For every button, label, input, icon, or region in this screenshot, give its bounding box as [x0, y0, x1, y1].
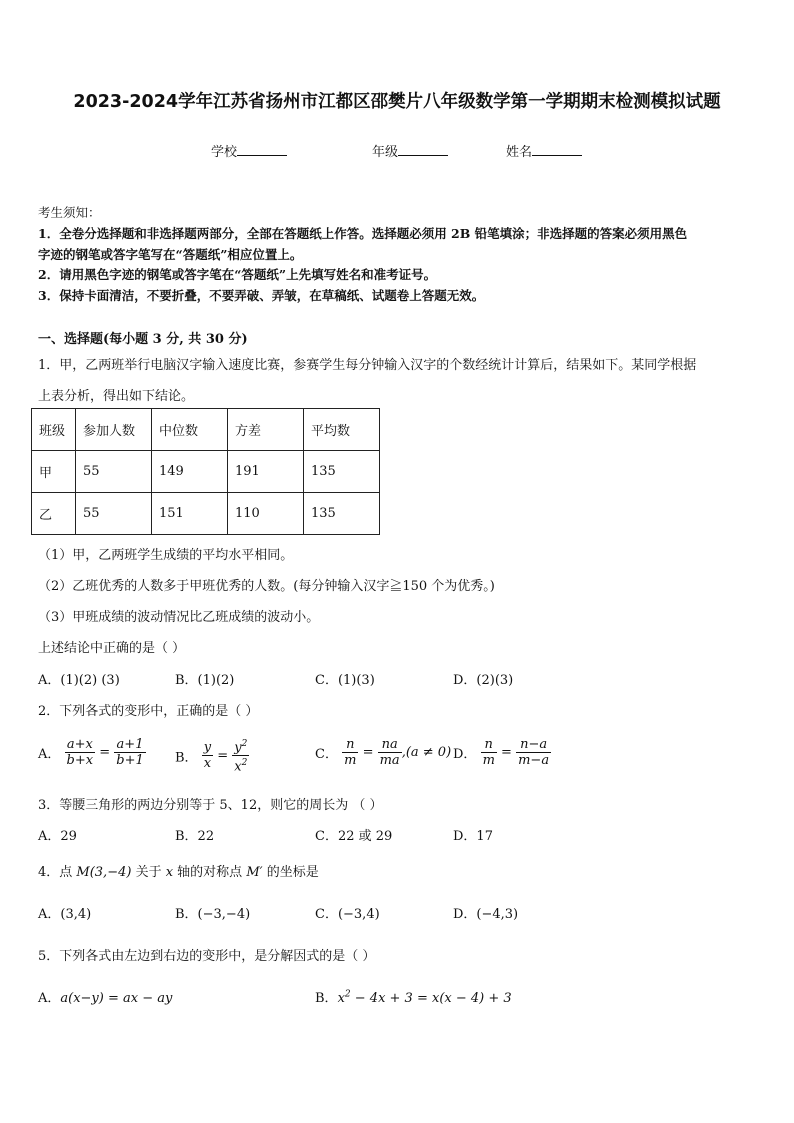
q1-stem-line-2: 上表分析，得出如下结论。 — [38, 389, 195, 404]
q4-stem-d: 的坐标是 — [262, 865, 319, 880]
numerator: n — [342, 737, 358, 753]
notice-item-2: 2．请用黑色字迹的钢笔或答字笔在“答题纸”上先填写姓名和准考证号。 — [38, 267, 437, 282]
q3-option-b[interactable]: B．22 — [175, 829, 215, 844]
q2-stem: 2．下列各式的变形中，正确的是（ ） — [38, 704, 259, 719]
table-row — [32, 451, 380, 493]
denominator: b+x — [66, 753, 94, 768]
q5-b-expression — [338, 991, 512, 1006]
q5-option-a[interactable] — [38, 987, 172, 1006]
q2-c-left-fraction — [342, 737, 358, 768]
q5-a-label: A． — [38, 991, 61, 1006]
denominator: m — [482, 753, 495, 768]
q2-b-right-fraction — [232, 737, 249, 775]
numerator: y — [203, 740, 212, 756]
q5-a-expression: a(x−y) = ax − ay — [60, 991, 173, 1006]
q1-conclusion-2: （2）乙班优秀的人数多于甲班优秀的人数。(每分钟输入汉字≧150 个为优秀。) — [38, 579, 495, 594]
exponent: 2 — [241, 758, 248, 769]
numerator: a+1 — [114, 737, 146, 753]
school-field[interactable] — [211, 141, 287, 160]
q4-option-c[interactable]: C．(−3,4) — [315, 907, 380, 922]
q2-b-label: B． — [175, 750, 198, 766]
denominator: m — [344, 753, 357, 768]
q1-conclusion-1: （1）甲，乙两班学生成绩的平均水平相同。 — [38, 548, 294, 563]
q2-d-right-fraction — [516, 737, 551, 768]
denominator: m−a — [518, 753, 550, 768]
q2-c-right-fraction — [378, 737, 402, 768]
q1-stem-line-1: 1．甲，乙两班举行电脑汉字输入速度比赛，参赛学生每分钟输入汉字的个数经统计计算后，结果如下。某同学根据 — [38, 358, 697, 373]
score-table — [31, 408, 380, 535]
notice-heading: 考生须知： — [38, 205, 101, 220]
q4-option-d[interactable]: D．(−4,3) — [453, 907, 519, 922]
grade-label: 年级 — [372, 145, 399, 160]
equals-sign: = — [501, 745, 512, 760]
denominator: ma — [379, 753, 400, 768]
table-cell: 55 — [76, 451, 152, 493]
denominator — [232, 756, 249, 774]
grade-blank[interactable] — [398, 143, 448, 156]
exam-title: 2023-2024学年江苏省扬州市江都区邵樊片八年级数学第一学期期末检测模拟试题 — [73, 92, 721, 112]
grade-field[interactable] — [372, 141, 448, 160]
q4-option-a[interactable]: A．(3,4) — [38, 907, 92, 922]
exponent: 2 — [241, 739, 248, 749]
notice-item-1-line-1: 1．全卷分选择题和非选择题两部分，全部在答题纸上作答。选择题必须用 2B 铅笔填涂；非选择题的答案必须用黑色 — [38, 226, 688, 241]
table-cell: 甲 — [32, 451, 76, 493]
school-label: 学校 — [211, 145, 238, 160]
q2-a-left-fraction — [65, 737, 96, 768]
q2-d-left-fraction — [481, 737, 497, 768]
table-cell: 135 — [304, 451, 380, 493]
table-cell: 110 — [228, 493, 304, 535]
school-blank[interactable] — [237, 143, 287, 156]
table-row — [32, 493, 380, 535]
table-cell: 55 — [76, 493, 152, 535]
table-cell: 151 — [152, 493, 228, 535]
q3-stem: 3．等腰三角形的两边分别等于 5、12，则它的周长为 （ ） — [38, 798, 383, 813]
equals-sign: = — [217, 748, 229, 764]
base: x — [234, 759, 242, 775]
numerator — [232, 737, 249, 756]
base: y — [234, 740, 242, 756]
header-cell: 班级 — [32, 409, 76, 451]
table-cell: 191 — [228, 451, 304, 493]
equals-sign: = — [362, 745, 374, 760]
denominator: b+1 — [116, 753, 144, 768]
q3-option-c[interactable]: C．22 或 29 — [315, 829, 393, 844]
header-cell: 方差 — [228, 409, 304, 451]
numerator: na — [378, 737, 402, 753]
q4-stem — [38, 861, 319, 880]
q1-option-d[interactable]: D．(2)(3) — [453, 673, 514, 688]
q4-symmetric-point: M′ — [246, 865, 263, 880]
q1-option-c[interactable]: C．(1)(3) — [315, 673, 375, 688]
q2-option-c[interactable] — [315, 737, 451, 768]
q1-ask: 上述结论中正确的是（ ） — [38, 641, 186, 656]
table-cell: 135 — [304, 493, 380, 535]
numerator: a+x — [65, 737, 96, 753]
table-cell: 乙 — [32, 493, 76, 535]
equals-sign: = — [99, 745, 111, 760]
numerator: n−a — [516, 737, 551, 753]
q2-c-label: C． — [315, 747, 338, 762]
q2-b-left-fraction — [202, 740, 213, 771]
q2-a-label: A． — [38, 747, 61, 762]
q2-option-a[interactable] — [38, 737, 146, 768]
exponent: 2 — [344, 989, 351, 1000]
q2-a-right-fraction — [114, 737, 146, 768]
q4-stem-c: 轴的对称点 — [173, 865, 247, 880]
notice-item-1-line-2: 字迹的钢笔或答字笔写在“答题纸”相应位置上。 — [38, 247, 303, 262]
name-blank[interactable] — [532, 143, 582, 156]
numerator: n — [481, 737, 497, 753]
q1-option-a[interactable]: A．(1)(2) (3) — [38, 673, 120, 688]
q1-conclusion-3: （3）甲班成绩的波动情况比乙班成绩的波动小。 — [38, 610, 320, 625]
header-cell: 平均数 — [304, 409, 380, 451]
q4-axis: x — [165, 865, 174, 880]
table-cell: 149 — [152, 451, 228, 493]
q4-stem-b: 关于 — [131, 865, 166, 880]
remainder: − 4x + 3 = x(x − 4) + 3 — [350, 991, 512, 1006]
table-header-row — [32, 409, 380, 451]
name-field[interactable] — [506, 141, 582, 160]
q4-point: M(3,−4) — [76, 865, 132, 880]
notice-item-3: 3．保持卡面清洁，不要折叠，不要弄破、弄皱，在草稿纸、试题卷上答题无效。 — [38, 288, 485, 303]
q4-option-b[interactable]: B．(−3,−4) — [175, 907, 251, 922]
q5-b-label: B． — [315, 991, 338, 1006]
header-cell: 中位数 — [152, 409, 228, 451]
base: x — [337, 991, 345, 1006]
q2-option-b[interactable] — [175, 737, 249, 775]
section-heading: 一、选择题(每小题 3 分, 共 30 分) — [38, 332, 248, 347]
q3-option-d[interactable]: D．17 — [453, 829, 493, 844]
q5-stem: 5．下列各式由左边到右边的变形中，是分解因式的是（ ） — [38, 949, 376, 964]
name-label: 姓名 — [506, 145, 533, 160]
q5-option-b[interactable] — [315, 987, 512, 1006]
q1-option-b[interactable]: B．(1)(2) — [175, 673, 235, 688]
q4-stem-a: 4．点 — [38, 865, 77, 880]
header-cell: 参加人数 — [76, 409, 152, 451]
denominator: x — [203, 756, 212, 772]
q3-option-a[interactable]: A．29 — [38, 829, 77, 844]
q2-c-condition: ,(a ≠ 0) — [401, 745, 452, 760]
q2-option-d[interactable] — [453, 737, 551, 768]
q2-d-label: D． — [453, 747, 477, 762]
